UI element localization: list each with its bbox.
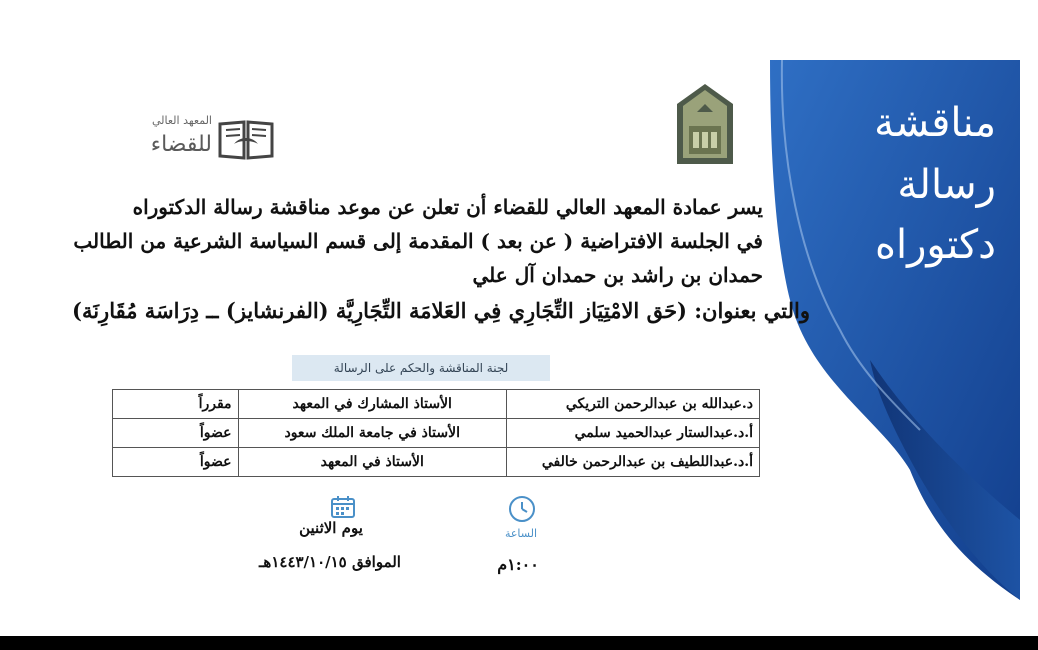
open-book-icon xyxy=(216,114,276,164)
committee-table xyxy=(112,389,760,477)
student-name: حمدان بن راشد بن حمدان آل علي xyxy=(472,263,763,287)
thesis-title: والتي بعنوان: (حَق الامْتِيَاز التِّجَارِي فِي العَلامَة التِّجَارِيَّة (الفرنشايز) ــ دِرَاسَة مُقَارِنَة) xyxy=(72,298,810,323)
member-role: عضواً xyxy=(113,448,239,477)
committee-header: لجنة المناقشة والحكم على الرسالة xyxy=(292,355,550,381)
member-role: مقرراً xyxy=(113,390,239,419)
table-row xyxy=(113,419,760,448)
panel-title-thesis: رسالة xyxy=(897,162,996,208)
member-title: الأستاذ في جامعة الملك سعود xyxy=(238,419,506,448)
date-label: الموافق ١٤٤٣/١٠/١٥هـ xyxy=(259,553,401,571)
member-name: د.عبدالله بن عبدالرحمن التريكي xyxy=(506,390,759,419)
bottom-black-bar xyxy=(0,636,1038,650)
announcement-text xyxy=(73,190,763,292)
panel-title-doctorate: دكتوراه xyxy=(875,222,996,268)
member-name: أ.د.عبدالستار عبدالحميد سلمي xyxy=(506,419,759,448)
member-name: أ.د.عبداللطيف بن عبدالرحمن خالفي xyxy=(506,448,759,477)
table-row xyxy=(113,390,760,419)
member-role: عضواً xyxy=(113,419,239,448)
panel-title-discussion: مناقشة xyxy=(874,100,996,146)
university-crest-icon xyxy=(675,82,735,166)
announcement-line-2: في الجلسة الافتراضية ( عن بعد ) المقدمة إلى قسم السياسة الشرعية من الطالب xyxy=(73,229,763,253)
institute-logo-big-text: للقضاء xyxy=(150,132,212,157)
institute-logo-small-text: المعهد العالي xyxy=(151,114,212,127)
table-row xyxy=(113,448,760,477)
institute-logo xyxy=(82,104,282,168)
time-label: ١:٠٠م xyxy=(497,555,539,574)
clock-icon xyxy=(507,494,537,524)
announcement-line-1: يسر عمادة المعهد العالي للقضاء أن تعلن عن موعد مناقشة رسالة الدكتوراه xyxy=(132,195,763,219)
day-label: يوم الاثنين xyxy=(299,519,363,537)
member-title: الأستاذ المشارك في المعهد xyxy=(238,390,506,419)
time-caption: الساعة xyxy=(504,527,538,540)
member-title: الأستاذ في المعهد xyxy=(238,448,506,477)
calendar-icon xyxy=(330,495,356,519)
thesis-title-block xyxy=(72,296,810,328)
